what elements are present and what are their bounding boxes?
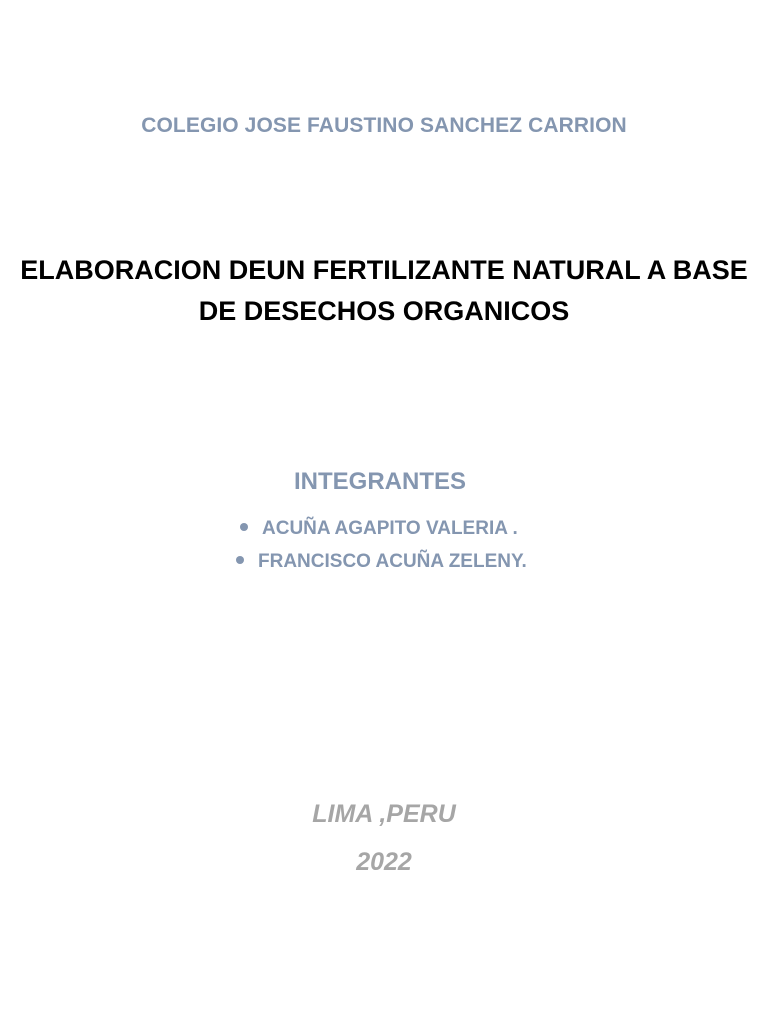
- bullet-icon: [240, 523, 248, 531]
- list-item: [236, 551, 527, 573]
- member-name: ACUÑA AGAPITO VALERIA .: [262, 518, 518, 539]
- school-name: COLEGIO JOSE FAUSTINO SANCHEZ CARRION: [141, 114, 627, 137]
- location-text: LIMA ,PERU: [312, 800, 456, 828]
- bullet-icon: [236, 556, 244, 564]
- member-name: FRANCISCO ACUÑA ZELENY.: [258, 551, 527, 572]
- year-text: 2022: [356, 848, 412, 876]
- list-item: [240, 518, 518, 540]
- title-line-1: ELABORACION DEUN FERTILIZANTE NATURAL A BASE: [20, 255, 748, 285]
- title-line-2: DE DESECHOS ORGANICOS: [198, 296, 570, 326]
- members-heading: INTEGRANTES: [294, 468, 467, 495]
- document-title: [0, 250, 768, 332]
